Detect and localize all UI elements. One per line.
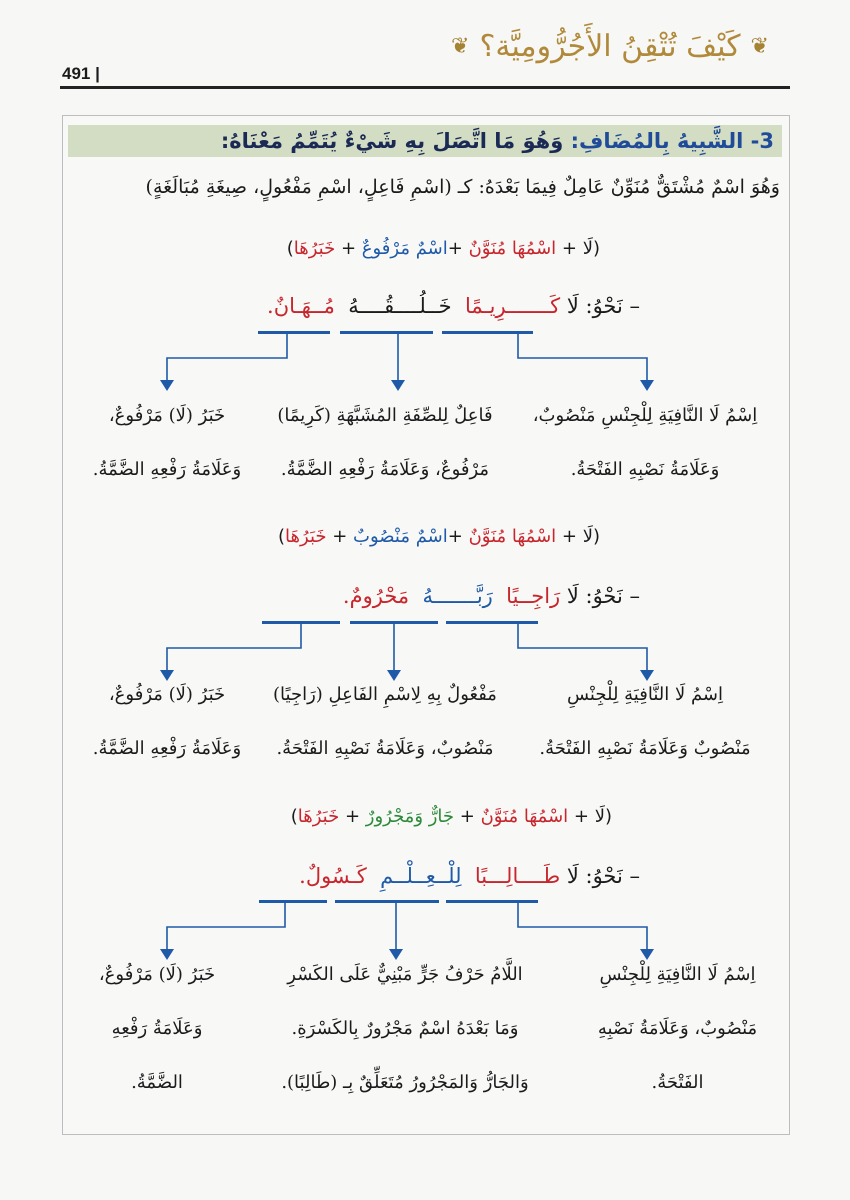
word-3: مَحْرُومٌ. xyxy=(342,584,410,608)
word-2: لِلْــعِــلْــمِ xyxy=(380,864,462,888)
explanation-2-right: اِسْمُ لَا النَّافِيَةِ لِلْجِنْسِ مَنْصُوبٌ وَعَلَامَةُ نَصْبِهِ الفَتْحَةُ. xyxy=(539,684,751,759)
sentence-prefix: – نَحْوُ: لَا xyxy=(560,864,640,888)
ornament-icon: ❦ xyxy=(750,33,769,59)
header-rule xyxy=(60,86,790,89)
word-2: رَبَّـــــــهُ xyxy=(422,584,493,608)
word-1: كَـــــــرِيـمًا xyxy=(464,294,561,318)
page-number: 491 | xyxy=(62,64,100,83)
heading-definition: وَهُوَ مَا اتَّصَلَ بِهِ شَيْءٌ يُتَمِّمُ مَعْنَاهُ: xyxy=(220,129,564,153)
explanation-2-left: خَبَرُ (لَا) مَرْفُوعٌ، وَعَلَامَةُ رَفْعِهِ الضَّمَّةُ. xyxy=(92,684,242,759)
heading-term: الشَّبِيهُ بِالمُضَافِ: xyxy=(563,129,744,153)
example-sentence-1 xyxy=(267,294,640,318)
heading-number: 3- xyxy=(743,129,774,153)
word-3: كَـسُولٌ. xyxy=(299,864,367,888)
example-sentence-2 xyxy=(343,584,640,608)
book-title-text: كَيْفَ تُتْقِنُ الأَجُرُّومِيَّة؟ xyxy=(479,28,741,64)
explanation-3-right: اِسْمُ لَا النَّافِيَةِ لِلْجِنْسِ مَنْصُوبٌ، وَعَلَامَةُ نَصْبِهِ الفَتْحَةُ. xyxy=(597,964,758,1093)
word-1: رَاجِــيًا xyxy=(506,584,561,608)
section-heading xyxy=(68,125,782,157)
word-1: طَــــالِـــبًا xyxy=(474,864,561,888)
formula-3: (لَا + اسْمُهَا مُنَوَّنٌ + جَارٌّ وَمَجْرُورٌ + خَبَرُهَا) xyxy=(290,806,612,827)
explanation-1-middle: فَاعِلٌ لِلصِّفَةِ المُشَبَّهَةِ (كَرِيمًا) مَرْفُوعٌ، وَعَلَامَةُ رَفْعِهِ الضَّمَّةُ. xyxy=(277,405,493,480)
connectors-1 xyxy=(140,330,680,396)
word-2: خَــلُــــقُــــهُ xyxy=(348,294,452,318)
ornament-icon: ❦ xyxy=(451,33,470,59)
explanation-2-middle: مَفْعُولٌ بِهِ لِاسْمِ الفَاعِلِ (رَاجِيًا) مَنْصُوبٌ، وَعَلَامَةُ نَصْبِهِ الفَتْحَةُ. xyxy=(273,684,497,759)
intro-text: وَهُوَ اسْمٌ مُشْتَقٌّ مُنَوِّنٌ عَامِلٌ فِيمَا بَعْدَهُ: كـ (اسْمِ فَاعِلٍ، اسْمِ مَفْعُولٍ، صِيغَةِ مُبَالَغَةٍ) xyxy=(145,176,780,198)
explanation-1-right: اِسْمُ لَا النَّافِيَةِ لِلْجِنْسِ مَنْصُوبٌ، وَعَلَامَةُ نَصْبِهِ الفَتْحَةُ. xyxy=(532,405,758,480)
sentence-prefix: – نَحْوُ: لَا xyxy=(560,294,640,318)
book-title xyxy=(451,22,769,70)
explanation-1-left: خَبَرُ (لَا) مَرْفُوعٌ، وَعَلَامَةُ رَفْعِهِ الضَّمَّةُ. xyxy=(92,405,242,480)
example-sentence-3 xyxy=(299,864,640,888)
explanation-3-middle: اللَّامُ حَرْفُ جَرٍّ مَبْنِيٌّ عَلَى الكَسْرِ وَمَا بَعْدَهُ اسْمٌ مَجْرُورٌ بِالكَسْرَةِ. وَالجَارُّ وَالمَجْرُورُ مُتَعَلِّقٌ بِـ (طَالِبًا). xyxy=(281,964,529,1093)
sentence-prefix: – نَحْوُ: لَا xyxy=(560,584,640,608)
word-3: مُــهَـانٌ. xyxy=(267,294,335,318)
formula-2: (لَا + اسْمُهَا مُنَوَّنٌ +اسْمٌ مَنْصُوبٌ + خَبَرُهَا) xyxy=(278,526,600,547)
formula-1: (لَا + اسْمُهَا مُنَوَّنٌ +اسْمٌ مَرْفُوعٌ + خَبَرُهَا) xyxy=(286,238,600,259)
explanation-3-left: خَبَرُ (لَا) مَرْفُوعٌ، وَعَلَامَةُ رَفْعِهِ الضَّمَّةُ. xyxy=(98,964,216,1093)
